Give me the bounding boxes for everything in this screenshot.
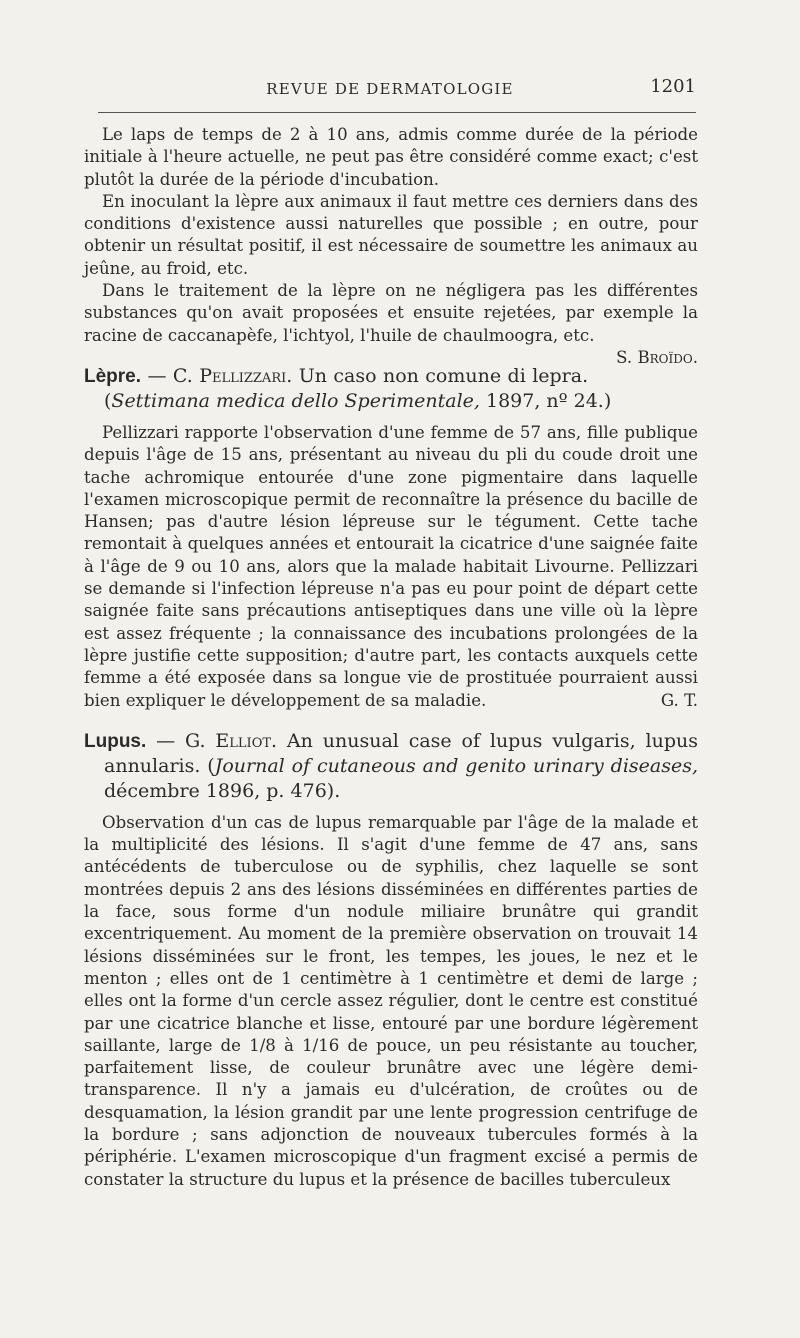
entry-body-text: Pellizzari rapporte l'observation d'une femme de 57 ans, fille publique depuis l'âge de 15 ans, présentant au niveau du pli du coude droit une tache achromique entourée d'une zone pigmentaire dans laquelle l'examen microscopique permit de reconnaître la présence du bacille de Hansen; pas d'autre lésion lépreuse sur le tégument. Cette tache remontait à quelques années et entourait la cicatrice d'une saignée faite à l'âge de 9 ou 10 ans, alors que la malade habitait Livourne. Pellizzari se demande si l'infection lépreuse n'a pas eu pour point de départ cette saignée faite sans précautions antiseptiques dans une ville où la lèpre est assez fréquente ; la connaissance des incubations prolongées de la lèpre justifie cette supposition; d'autre part, les contacts auxquels cette femme a été exposée dans sa longue vie de prostituée pourraient aussi bien expliquer le développement de sa maladie.: [84, 422, 698, 710]
entry-author: G. Elliot.: [185, 729, 278, 752]
entry-body-lepre: [84, 422, 698, 712]
entry-body-lupus: Observation d'un cas de lupus remarquable par l'âge de la malade et la multiplicité des lésions. Il s'agit d'une femme de 47 ans, sans antécédents de tuberculose ou de syphilis, chez laquelle se sont montrées depuis 2 ans des lésions disséminées en différentes parties de la face, sous forme d'un nodule miliaire brunâtre qui grandit excentriquement. Au moment de la première observation on trouvait 14 lésions disséminées sur le front, les tempes, les joues, le nez et le menton ; elles ont de 1 centimètre à 1 centimètre et demi de large ; elles ont la forme d'un cercle assez régulier, dont le centre est constitué par une cicatrice blanche et lisse, entouré par une bordure légèrement saillante, large de 1/8 à 1/16 de pouce, un peu résistante au toucher, parfaitement lisse, de couleur brunâtre avec une légère demi-transparence. Il n'y a jamais eu d'ulcération, de croûtes ou de desquamation, la lésion grandit par une lente progression centrifuge de la bordure ; sans adjonction de nouveaux tubercules formés à la périphérie. L'examen microscopique d'un fragment excisé a permis de constater la structure du lupus et la présence de bacilles tuberculeux: [84, 812, 698, 1189]
entry-source: Settimana medica dello Sperimentale,: [111, 389, 480, 412]
paragraph-treatment-text: Dans le traitement de la lèpre on ne négligera pas les différentes substances qu'on avait proposées et ensuite rejetées, par exemple la racine de caccanapèfe, l'ichtyol, l'huile de chaulmoogra, etc.: [84, 281, 698, 345]
entry-keyword: Lupus.: [84, 730, 147, 752]
article-body: [84, 124, 698, 1191]
signature-gt: G. T.: [660, 690, 698, 710]
paragraph-incubation: Le laps de temps de 2 à 10 ans, admis comme durée de la période initiale à l'heure actuelle, ne peut pas être considéré comme exact; c'est plutôt la durée de la période d'incubation.: [84, 125, 698, 189]
entry-heading-lupus: [84, 729, 698, 804]
journal-title: REVUE DE DERMATOLOGIE: [266, 80, 514, 98]
entry-dash: —: [146, 729, 186, 752]
header-rule: [98, 112, 696, 113]
entry-author: C. Pellizzari.: [172, 364, 293, 387]
paragraph-treatment: [84, 280, 698, 367]
entry-details: décembre 1896, p. 476).: [104, 779, 341, 802]
entry-keyword: Lèpre.: [84, 365, 142, 387]
entry-source: Journal of cutaneous and genito urinary diseases,: [214, 754, 699, 777]
entry-dash: —: [141, 364, 173, 387]
page-number: 1201: [650, 76, 696, 97]
paragraph-inoculation: En inoculant la lèpre aux animaux il faut mettre ces derniers dans des conditions d'existence aussi naturelles que possible ; en outre, pour obtenir un résultat positif, il est nécessaire de soumettre les animaux au jeûne, au froid, etc.: [84, 191, 698, 278]
entry-title: Un caso non comune di lepra. (: [104, 364, 589, 412]
entry-heading-lepre: [84, 364, 698, 414]
running-head: [84, 76, 696, 104]
signature-broido: S. Broïdo.: [616, 347, 698, 367]
entry-details: 1897, nº 24.): [479, 389, 612, 412]
entry-title: An unusual case of lupus vulgaris, lupus annularis. (: [104, 729, 699, 777]
